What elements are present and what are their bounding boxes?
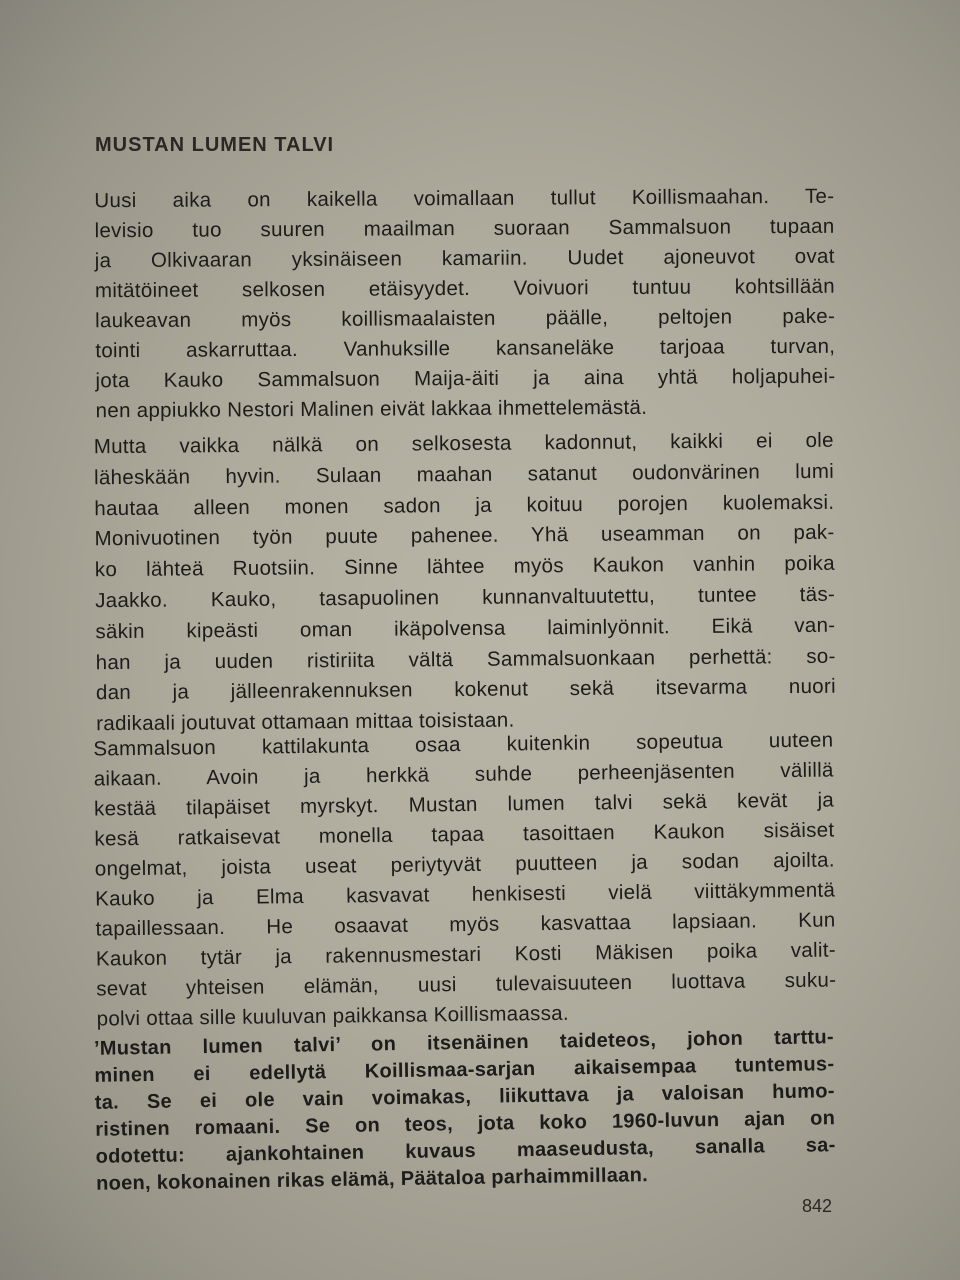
text-line: ko lähteä Ruotsiin. Sinne lähtee myös Kaukon vanhin poika [94, 551, 835, 582]
text-line: odotettu: ajankohtainen kuvaus maaseudusta, sanalla sa- [95, 1134, 836, 1168]
text-line: Kaukon tytär ja rakennusmestari Kosti Mäkisen poika valit- [95, 938, 837, 971]
text-line: levisio tuo suuren maailman suoraan Sammalsuon tupaan [94, 214, 835, 243]
text-line: nen appiukko Nestori Malinen eivät lakkaa ihmettelemästä. [95, 395, 648, 423]
text-line: jota Kauko Sammalsuon Maija-äiti ja aina yhtä holjapuhei- [95, 364, 836, 393]
text-line: ja Olkivaaran yksinäiseen kamariin. Uudet ajoneuvot ovat [94, 244, 835, 273]
text-line: minen ei edellytä Koillismaa-sarjan aikaisempaa tuntemus- [94, 1053, 835, 1087]
text-line: ’Mustan lumen talvi’ on itsenäinen taideteos, johon tarttu- [93, 1026, 835, 1060]
text-line: tointi askarruttaa. Vanhuksille kansaneläke tarjoaa turvan, [95, 334, 836, 363]
text-line: Uusi aika on kaikella voimallaan tullut Koillismaahan. Te- [94, 184, 835, 213]
paragraph-3 [93, 725, 837, 1034]
text-line: dan ja jälleenrakennuksen kokenut sekä itsevarma nuori [95, 675, 837, 705]
text-line: laukeavan myös koillismaalaisten päälle, peltojen pake- [95, 304, 836, 333]
text-line: ta. Se ei ole vain voimakas, liikuttava ja valoisan humo- [94, 1080, 835, 1114]
text-line: Kauko ja Elma kasvavat henkisesti vielä viittäkymmentä [95, 878, 836, 911]
text-line: säkin kipeästi oman ikäpolvensa laiminlyönnit. Eikä van- [95, 613, 836, 644]
text-line: radikaali joutuvat ottamaan mittaa toisistaan. [96, 708, 515, 736]
text-line: Mutta vaikka nälkä on selkosesta kadonnut, kaikki ei ole [93, 428, 834, 459]
section-title: MUSTAN LUMEN TALVI [95, 134, 335, 156]
text-line: aikaan. Avoin ja herkkä suhde perheenjäsenten välillä [93, 758, 834, 791]
page-number: 842 [802, 1196, 833, 1216]
text-line: noen, kokonainen rikas elämä, Päätaloa parhaimmillaan. [95, 1164, 649, 1195]
text-line: kestää tilapäiset myrskyt. Mustan lumen talvi sekä kevät ja [93, 788, 835, 821]
text-line: Monivuotinen työn puute pahenee. Yhä useamman on pak- [94, 521, 835, 551]
text-line: hautaa alleen monen sadon ja koituu porojen kuolemaksi. [94, 490, 835, 520]
text-line: mitätöineet selkosen etäisyydet. Voivuori tuntuu kohtsillään [94, 274, 835, 303]
paragraph-2 [94, 426, 837, 740]
text-line: sevat yhteisen elämän, uusi tulevaisuuteen luottava suku- [96, 968, 837, 1001]
paragraph-1 [94, 182, 835, 427]
text-line: tapaillessaan. He osaavat myös kasvattaa lapsiaan. Kun [95, 908, 836, 941]
text-line: polvi ottaa sille kuuluvan paikkansa Koillismaassa. [96, 1001, 570, 1031]
text-line: Sammalsuon kattilakunta osaa kuitenkin sopeutua uuteen [93, 728, 834, 761]
paragraph-4-bold-blurb [94, 1024, 836, 1198]
text-line: läheskään hyvin. Sulaan maahan satanut oudonvärinen lumi [93, 459, 835, 490]
text-line: ongelmat, joista useat periytyvät puutteen ja sodan ajoilta. [94, 848, 835, 881]
text-line: han ja uuden ristiriita vältä Sammalsuonkaan perhettä: so- [95, 644, 836, 674]
text-line: ristinen romaani. Se on teos, jota koko 1960-luvun ajan on [95, 1107, 836, 1141]
text-line: Jaakko. Kauko, tasapuolinen kunnanvaltuutettu, tuntee täs- [95, 582, 836, 613]
text-line: kesä ratkaisevat monella tapaa tasoittaen Kaukon sisäiset [94, 818, 835, 851]
